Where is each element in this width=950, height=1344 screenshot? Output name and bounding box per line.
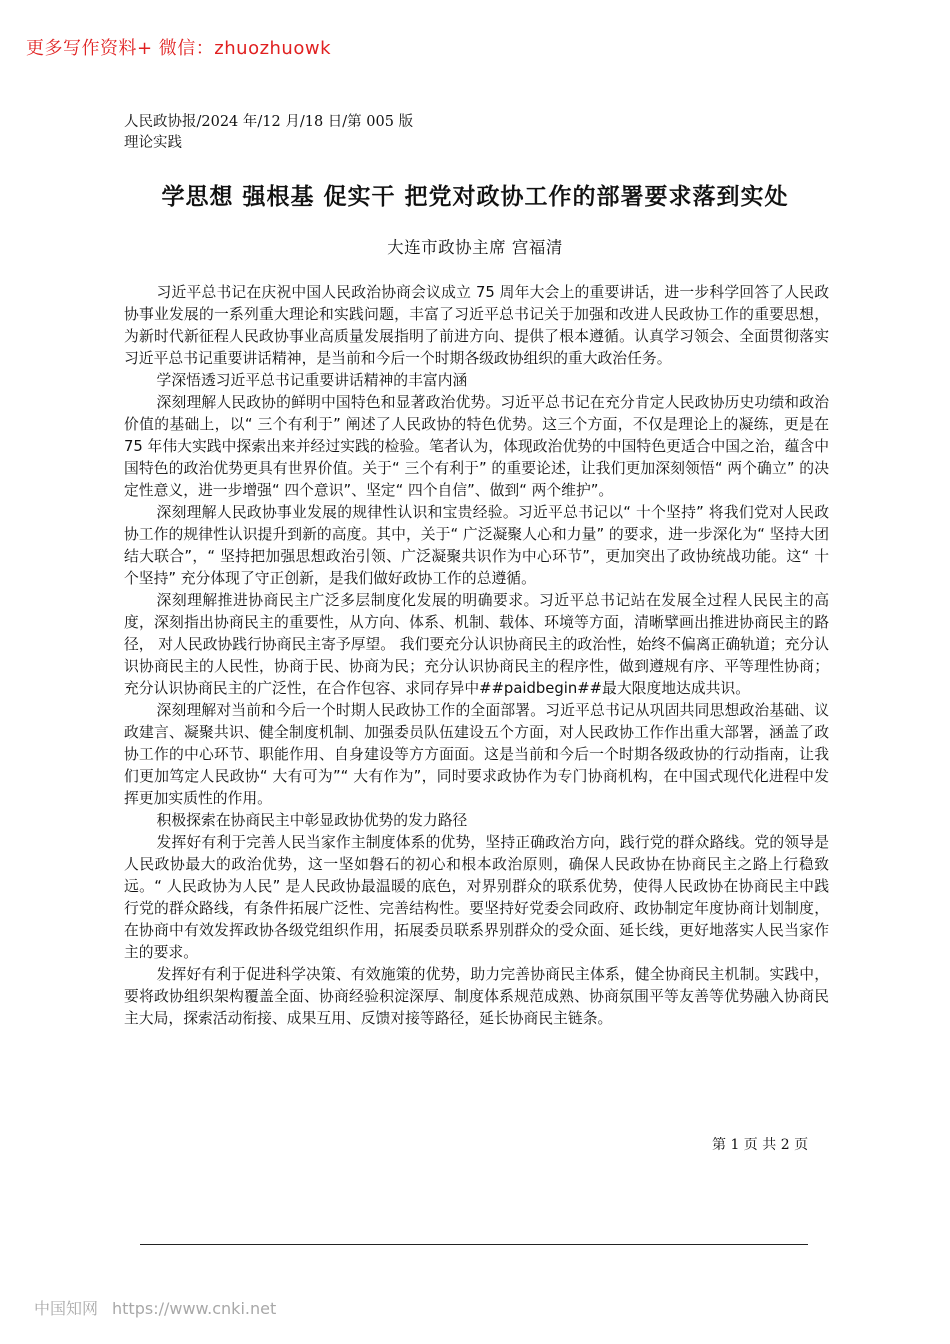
- promo-banner: 更多写作资料+ 微信：zhuozhuowk: [26, 38, 332, 59]
- article-author: 大连市政协主席 宫福清: [387, 238, 563, 257]
- paragraph: 深刻理解人民政协的鲜明中国特色和显著政治优势。习近平总书记在充分肯定人民政协历史功绩和政治价值的基础上，以“ 三个有利于” 阐述了人民政协的特色优势。这三个方面，不仅是理论上的凝练，更是在 75 年伟大实践中探索出来并经过实践的检验。笔者认为，体现政治优势的中国特色更适合中国之治，蕴含中国特色的政治优势更具有世界价值。关于“ 三个有利于” 的重要论述，让我们更加深刻领悟“ 两个确立” 的决定性意义，进一步增强“ 四个意识”、坚定“ 四个自信”、做到“ 两个维护”。: [124, 394, 829, 499]
- footer-divider: [140, 1244, 808, 1245]
- section-heading: 积极探索在协商民主中彰显政协优势的发力路径: [156, 812, 468, 829]
- article-title: 学思想 强根基 促实干 把党对政协工作的部署要求落到实处: [161, 184, 789, 210]
- article-body: [124, 282, 829, 1030]
- page-number: 第 1 页 共 2 页: [712, 1137, 809, 1153]
- cnki-watermark: [34, 1296, 290, 1319]
- cnki-site-name: 中国知网: [34, 1299, 99, 1318]
- paragraph: 发挥好有利于促进科学决策、有效施策的优势，助力完善协商民主体系，健全协商民主机制。实践中，要将政协组织架构覆盖全面、协商经验积淀深厚、制度体系规范成熟、协商氛围平等友善等优势融入协商民主大局，探索活动衔接、成果互用、反馈对接等路径，延长协商民主链条。: [124, 966, 829, 1027]
- paragraph: 深刻理解推进协商民主广泛多层制度化发展的明确要求。习近平总书记站在发展全过程人民民主的高度，深刻指出协商民主的重要性，从方向、体系、机制、载体、环境等方面，清晰擘画出推进协商民主的路径， 对人民政协践行协商民主寄予厚望。 我们要充分认识协商民主的政治性，始终不偏离正确轨道；充分认识协商民主的人民性，协商于民、协商为民；充分认识协商民主的程序性，做到遵规有序、平等理性协商；充分认识协商民主的广泛性，在合作包容、求同存异中##paidbegin##最大限度地达成共识。: [124, 592, 829, 697]
- paragraph-intro: 习近平总书记在庆祝中国人民政治协商会议成立 75 周年大会上的重要讲话，进一步科学回答了人民政协事业发展的一系列重大理论和实践问题，丰富了习近平总书记关于加强和改进人民政协工作的重要思想，为新时代新征程人民政协事业高质量发展指明了前进方向、提供了根本遵循。认真学习领会、全面贯彻落实习近平总书记重要讲话精神，是当前和今后一个时期各级政协组织的重大政治任务。: [124, 284, 829, 367]
- cnki-site-url: https://www.cnki.net: [112, 1299, 277, 1318]
- source-citation: 人民政协报/2024 年/12 月/18 日/第 005 版理论实践: [124, 114, 414, 151]
- section-heading: 学深悟透习近平总书记重要讲话精神的丰富内涵: [156, 372, 468, 389]
- paragraph: 深刻理解对当前和今后一个时期人民政协工作的全面部署。习近平总书记从巩固共同思想政治基础、议政建言、凝聚共识、健全制度机制、加强委员队伍建设五个方面，对人民政协工作作出重大部署，涵盖了政协工作的中心环节、职能作用、自身建设等方方面面。这是当前和今后一个时期各级政协的行动指南，让我们更加笃定人民政协“ 大有可为”“ 大有作为”，同时要求政协作为专门协商机构，在中国式现代化进程中发挥更加实质性的作用。: [124, 702, 829, 807]
- paragraph: 发挥好有利于完善人民当家作主制度体系的优势，坚持正确政治方向，践行党的群众路线。党的领导是人民政协最大的政治优势，这一坚如磐石的初心和根本政治原则，确保人民政协在协商民主之路上行稳致远。“ 人民政协为人民” 是人民政协最温暖的底色，对界别群众的联系优势，使得人民政协在协商民主中践行党的群众路线，有条件拓展广泛性、完善结构性。要坚持好党委会同政府、政协制定年度协商计划制度，在协商中有效发挥政协各级党组织作用，拓展委员联系界别群众的受众面、延长线，更好地落实人民当家作主的要求。: [124, 834, 829, 961]
- paragraph: 深刻理解人民政协事业发展的规律性认识和宝贵经验。习近平总书记以“ 十个坚持” 将我们党对人民政协工作的规律性认识提升到新的高度。其中，关于“ 广泛凝聚人心和力量” 的要求，进一步深化为“ 坚持大团结大联合”，“ 坚持把加强思想政治引领、广泛凝聚共识作为中心环节”，更加突出了政协统战功能。这“ 十个坚持” 充分体现了守正创新，是我们做好政协工作的总遵循。: [124, 504, 829, 587]
